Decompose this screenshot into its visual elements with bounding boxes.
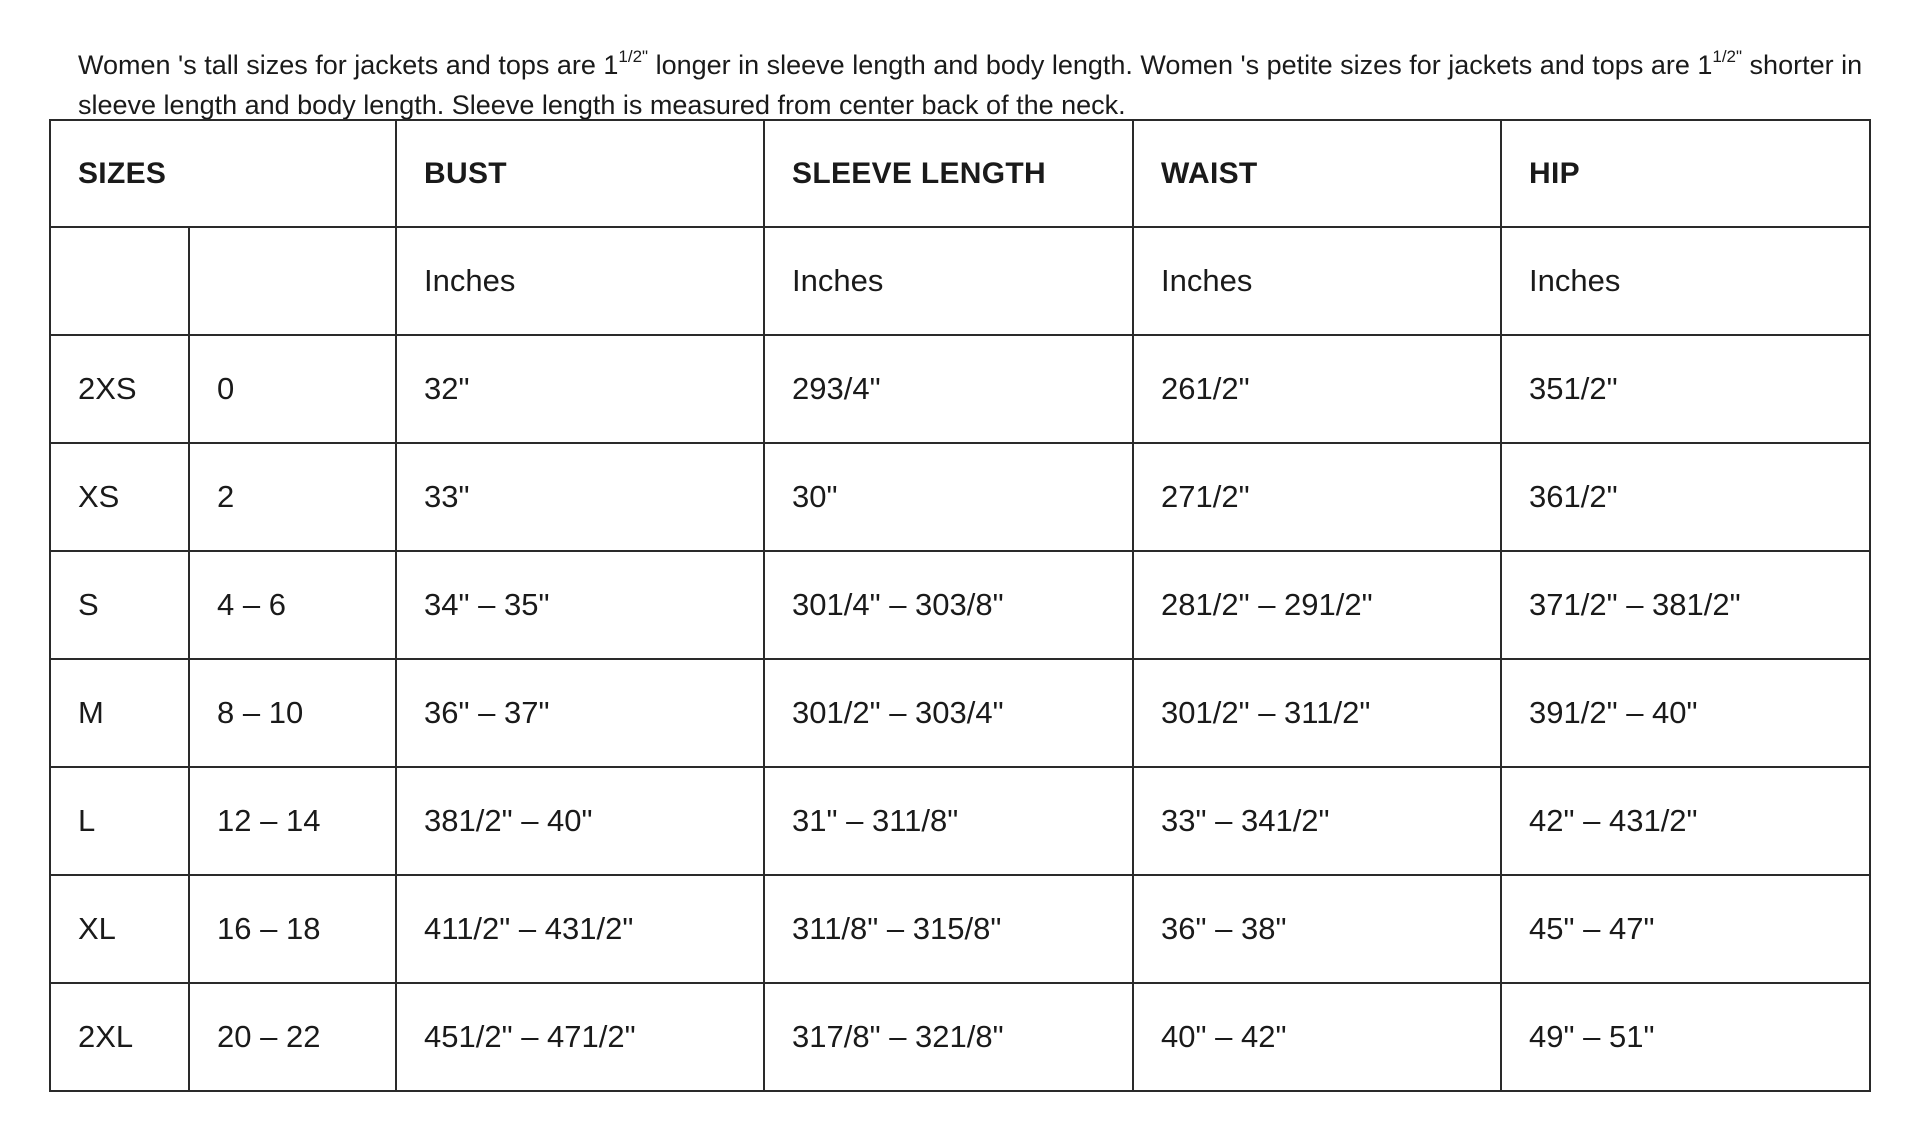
table-row [50,767,1870,875]
bust-cell: 451/2" – 471/2" [396,983,764,1091]
table-row [50,443,1870,551]
size-letter-cell: 2XL [50,983,189,1091]
header-sleeve-length: SLEEVE LENGTH [764,120,1133,227]
bust-cell: 34" – 35" [396,551,764,659]
size-letter-cell: L [50,767,189,875]
intro-text-3: shorter in sleeve length and body length. Sleeve length is measured from center back of the neck. [78,50,1863,120]
bust-cell: 36" – 37" [396,659,764,767]
size-letter-cell: XL [50,875,189,983]
size-letter-cell: 2XS [50,335,189,443]
header-row [50,120,1870,227]
size-letter-cell: S [50,551,189,659]
hip-cell: 351/2" [1501,335,1870,443]
intro-text-1: Women 's tall sizes for jackets and tops are 1 [78,50,619,80]
hip-cell: 42" – 431/2" [1501,767,1870,875]
hip-cell: 371/2" – 381/2" [1501,551,1870,659]
table-row [50,983,1870,1091]
size-numeric-cell: 20 – 22 [189,983,396,1091]
hip-cell: 49" – 51" [1501,983,1870,1091]
header-sizes: SIZES [50,120,396,227]
units-sleeve-length: Inches [764,227,1133,335]
table-row [50,875,1870,983]
hip-cell: 45" – 47" [1501,875,1870,983]
units-numeric-cell [189,227,396,335]
waist-cell: 33" – 341/2" [1133,767,1501,875]
size-letter-cell: XS [50,443,189,551]
intro-paragraph [78,45,1878,125]
units-letter-cell [50,227,189,335]
size-numeric-cell: 2 [189,443,396,551]
waist-cell: 40" – 42" [1133,983,1501,1091]
size-numeric-cell: 0 [189,335,396,443]
header-waist: WAIST [1133,120,1501,227]
intro-superscript-2: 1/2" [1712,47,1743,66]
header-hip: HIP [1501,120,1870,227]
waist-cell: 271/2" [1133,443,1501,551]
waist-cell: 261/2" [1133,335,1501,443]
header-bust: BUST [396,120,764,227]
sleeve-length-cell: 317/8" – 321/8" [764,983,1133,1091]
units-bust: Inches [396,227,764,335]
units-hip: Inches [1501,227,1870,335]
intro-text-2: longer in sleeve length and body length. Women 's petite sizes for jackets and tops are 1 [648,50,1713,80]
sleeve-length-cell: 311/8" – 315/8" [764,875,1133,983]
sleeve-length-cell: 30" [764,443,1133,551]
size-numeric-cell: 8 – 10 [189,659,396,767]
sleeve-length-cell: 301/2" – 303/4" [764,659,1133,767]
size-numeric-cell: 12 – 14 [189,767,396,875]
waist-cell: 301/2" – 311/2" [1133,659,1501,767]
bust-cell: 381/2" – 40" [396,767,764,875]
table-row [50,551,1870,659]
bust-cell: 32" [396,335,764,443]
hip-cell: 361/2" [1501,443,1870,551]
units-row [50,227,1870,335]
size-numeric-cell: 4 – 6 [189,551,396,659]
table-row [50,335,1870,443]
sleeve-length-cell: 31" – 311/8" [764,767,1133,875]
sleeve-length-cell: 293/4" [764,335,1133,443]
size-numeric-cell: 16 – 18 [189,875,396,983]
waist-cell: 36" – 38" [1133,875,1501,983]
size-letter-cell: M [50,659,189,767]
hip-cell: 391/2" – 40" [1501,659,1870,767]
intro-superscript-1: 1/2" [618,47,649,66]
sleeve-length-cell: 301/4" – 303/8" [764,551,1133,659]
bust-cell: 411/2" – 431/2" [396,875,764,983]
waist-cell: 281/2" – 291/2" [1133,551,1501,659]
size-chart-table [49,119,1871,1092]
table-row [50,659,1870,767]
units-waist: Inches [1133,227,1501,335]
bust-cell: 33" [396,443,764,551]
